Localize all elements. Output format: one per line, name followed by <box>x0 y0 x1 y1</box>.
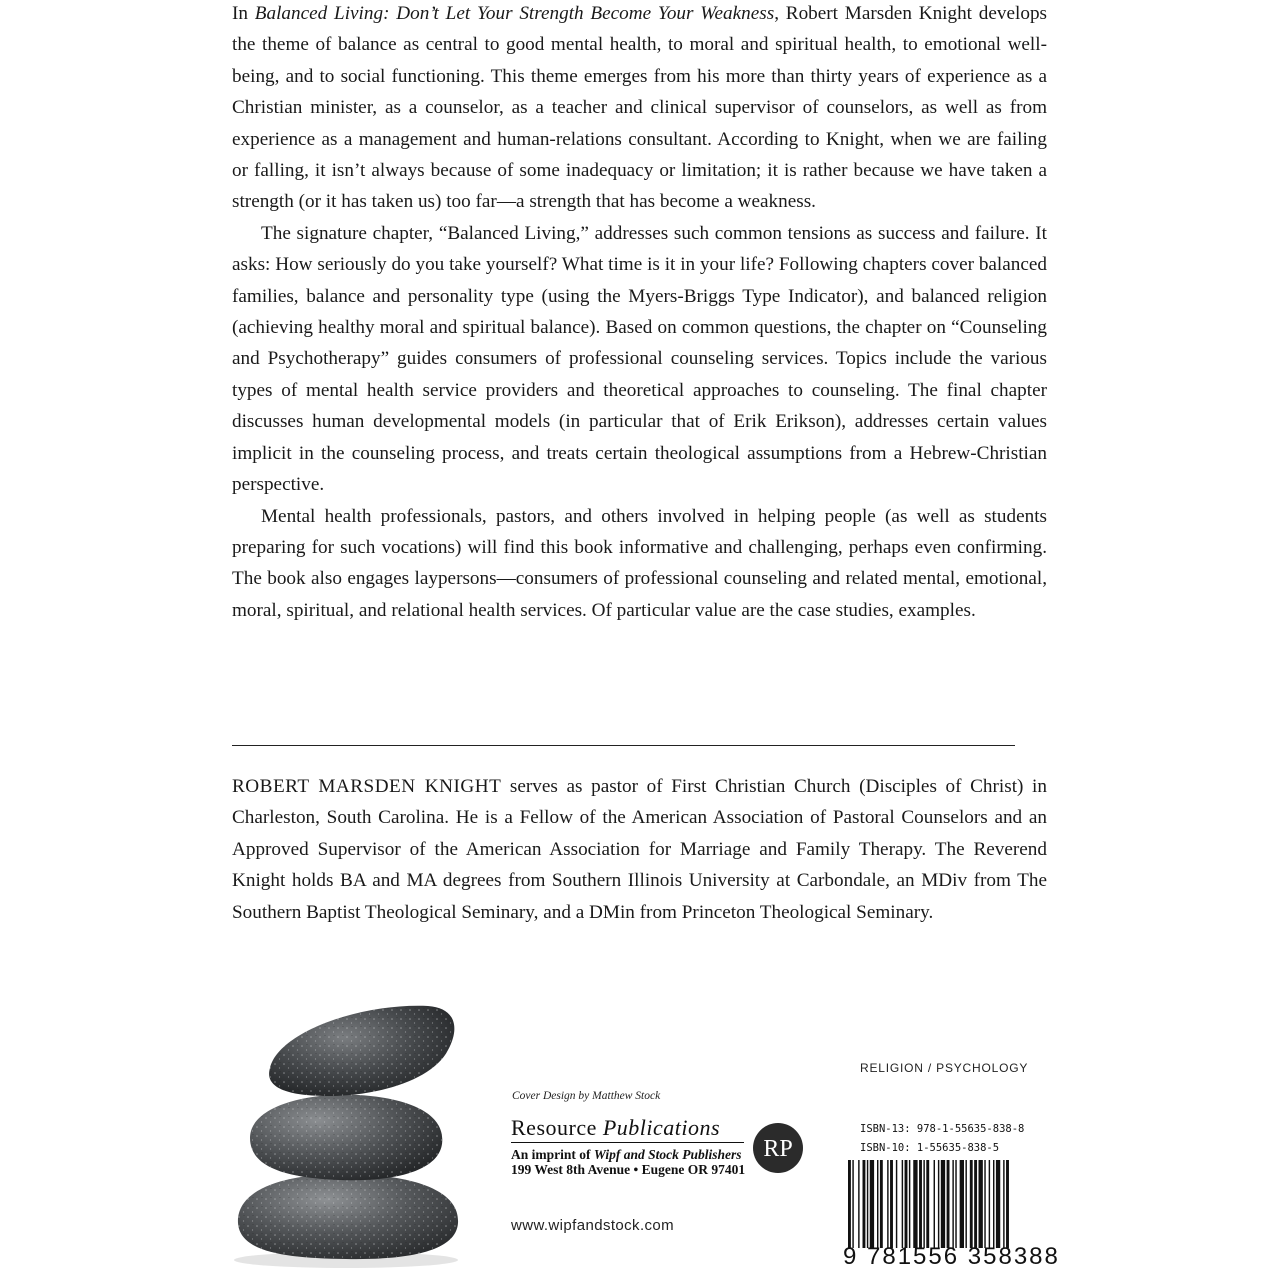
barcode-bar <box>960 1160 964 1248</box>
barcode-bar <box>858 1160 859 1248</box>
barcode-bar <box>965 1160 966 1248</box>
barcode-bar <box>848 1160 851 1248</box>
barcode-bar <box>877 1160 878 1248</box>
barcode-bar <box>993 1160 994 1248</box>
subject-category: RELIGION / PSYCHOLOGY <box>860 1061 1029 1075</box>
barcode-bar <box>896 1160 897 1248</box>
book-title: Balanced Living: Don’t Let Your Strength Become Your Weakness <box>254 3 775 24</box>
barcode-bar <box>890 1160 893 1248</box>
blurb-paragraph-3: Mental health professionals, pastors, and others involved in helping people (as well as students preparing for such vocations) will find this book informative and challenging, perhaps even confirming. The book also engages laypersons—consumers of professional counseling and related mental, emotional, moral, spiritual, and relational health services. Of particular value are the case studies, examples. <box>232 505 1047 621</box>
publisher-address: 199 West 8th Avenue • Eugene OR 97401 <box>511 1162 746 1177</box>
blurb-paragraph-1 <box>232 0 1047 218</box>
isbn-10: ISBN-10: 1-55635-838-5 <box>860 1142 1000 1154</box>
rp-logo <box>752 1122 804 1174</box>
blurb-text: , Robert Marsden Knight develops the theme of balance as central to good mental health, to moral and spiritual health, to emotional well-being, and to social functioning. This theme emerges from his more than thirty years of experience as a Christian minister, as a counselor, as a teacher and clinical supervisor of counselors, as well as from experience as a management and human-relations consultant. According to Knight, when we are failing or falling, it isn’t always because of some inadequacy or limitation; it is rather because we have taken a strength (or it has taken us) too far—a strength that has become a weakness. <box>232 3 1048 213</box>
barcode-digits: 9 781556 358388 <box>843 1243 1060 1270</box>
barcode-bar <box>970 1160 973 1248</box>
author-bio-text: serves as pastor of First Christian Church (Disciples of Christ) in Charleston, South Carolina. He is a Fellow of the American Association of Pastoral Counselors and an Approved Supervisor of the American Association for Marriage and Family Therapy. The Reverend Knight holds BA and MA degrees from Southern Illinois University at Carbondale, an MDiv from The Southern Baptist Theological Seminary, and a DMin from Princeton Theological Seminary. <box>232 776 1047 923</box>
barcode-bar <box>926 1160 929 1248</box>
barcode-bar <box>1003 1160 1004 1248</box>
publisher-word-2: Publications <box>602 1115 721 1140</box>
barcode-bar <box>952 1160 953 1248</box>
barcode-bar <box>989 1160 990 1248</box>
barcode-bar <box>887 1160 888 1248</box>
barcode-bar <box>923 1160 924 1248</box>
blurb-paragraph-2: The signature chapter, “Balanced Living,” addresses such common tensions as success and failure. It asks: How seriously do you take yourself? What time is it in your life? Following chapters cover balanced families, balance and personality type (using the Myers-Briggs Type Indicator), and balanced religion (achieving healthy moral and spiritual balance). Based on common questions, the chapter on “Counseling and Psychotherapy” guides consumers of professional counseling services. Topics include the various types of mental health service providers and theoretical approaches to counseling. The final chapter discusses human developmental models (in particular that of Erik Erikson), addresses certain values implicit in the counseling process, and treats certain theological assumptions from a Hebrew-Christian perspective. <box>232 222 1047 496</box>
barcode-bar <box>905 1160 908 1248</box>
barcode-bar <box>984 1160 985 1248</box>
barcode-bar <box>909 1160 910 1248</box>
barcode-bar <box>947 1160 950 1248</box>
rp-logo-text: RP <box>763 1136 793 1162</box>
cover-design-credit: Cover Design by Matthew Stock <box>512 1090 661 1102</box>
barcode-bar <box>913 1160 917 1248</box>
barcode-bar <box>919 1160 922 1248</box>
barcode-bar <box>941 1160 945 1248</box>
barcode-bar <box>863 1160 866 1248</box>
blurb-intro: In <box>232 3 255 24</box>
barcode-bar <box>974 1160 977 1248</box>
barcode-bar <box>852 1160 853 1248</box>
author-name: ROBERT MARSDEN KNIGHT <box>232 776 502 797</box>
barcode-bar <box>979 1160 983 1248</box>
barcode-bar <box>1006 1160 1009 1248</box>
publisher-website: www.wipfandstock.com <box>511 1217 675 1234</box>
barcode-bar <box>880 1160 883 1248</box>
imprint-name: Wipf and Stock Publishers <box>593 1147 742 1162</box>
publisher-word-1: Resource <box>511 1115 597 1140</box>
blurb <box>232 0 1047 626</box>
imprint-line <box>511 1147 742 1163</box>
isbn-barcode <box>848 1160 1048 1248</box>
stacked-stones-photo <box>228 998 468 1273</box>
barcode-bar <box>934 1160 935 1248</box>
author-bio <box>232 771 1047 928</box>
barcode-bar <box>867 1160 868 1248</box>
publisher-name <box>511 1115 744 1143</box>
barcode-bar <box>955 1160 956 1248</box>
divider-rule <box>232 745 1015 746</box>
barcode-bar <box>902 1160 903 1248</box>
barcode-bar <box>938 1160 939 1248</box>
imprint-prefix: An imprint of <box>511 1147 594 1162</box>
barcode-bar <box>870 1160 874 1248</box>
barcode-bar <box>996 1160 1000 1248</box>
isbn-13: ISBN-13: 978-1-55635-838-8 <box>860 1123 1025 1135</box>
